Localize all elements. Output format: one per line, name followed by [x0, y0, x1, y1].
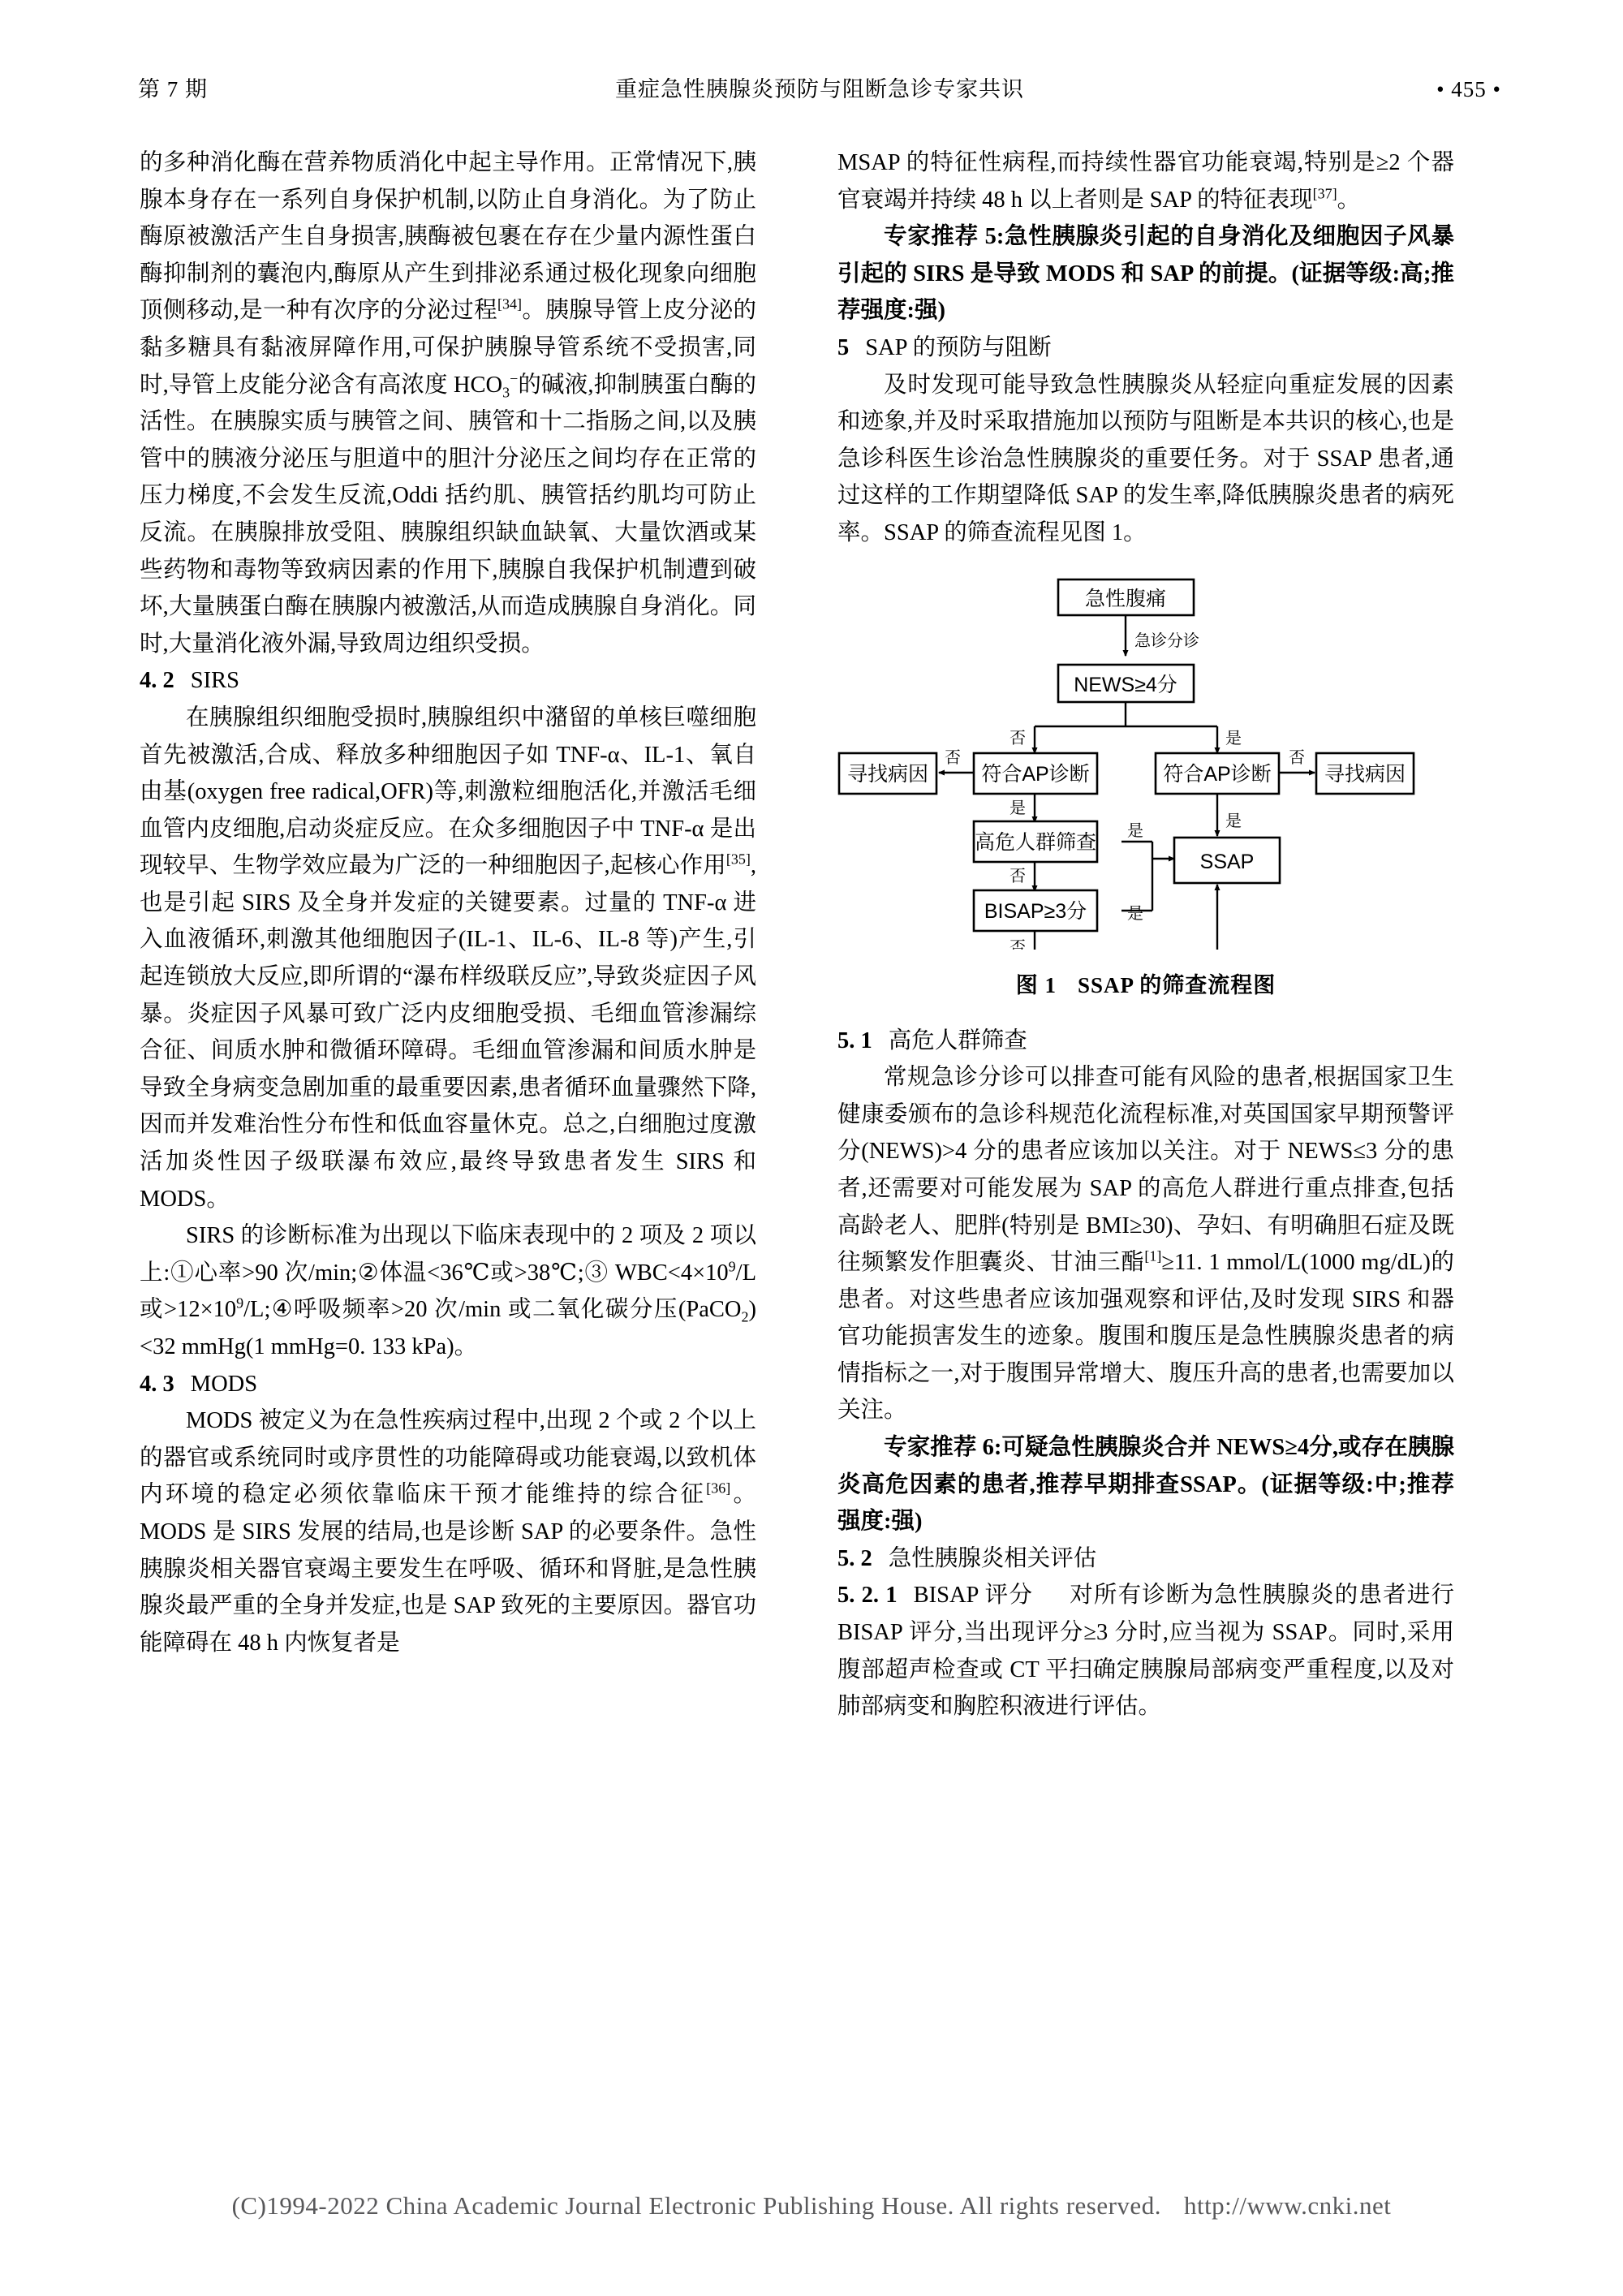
- paragraph-mods-definition: [140, 1402, 756, 1661]
- hco3-subscript: 3: [502, 384, 510, 401]
- right-column: [837, 144, 1454, 1725]
- flowchart-svg: [837, 568, 1454, 950]
- node-label-news-score: NEWS≥4分: [1074, 673, 1177, 696]
- heading-number: 4. 3: [140, 1371, 174, 1397]
- text-run: 在胰腺组织细胞受损时,胰腺组织中潴留的单核巨噬细胞首先被激活,合成、释放多种细胞因子如 TNF-α、IL-1、氧自由基(oxygen free radical,OFR)等,刺激粒细胞活化,并激活毛细血管内皮细胞,启动炎症反应。在众多细胞因子中 TNF-α 是出现较早、生物学效应最为广泛的一种细胞因子,起核心作用: [140, 704, 756, 879]
- figure-caption: [837, 967, 1454, 1005]
- reference-35: [35]: [725, 851, 751, 868]
- text-run: 及时发现可能导致急性胰腺炎从轻症向重症发展的因素和迹象,并及时采取措施加以预防与阻断是本共识的核心,也是急诊科医生诊治急性胰腺炎的重要任务。对于 SSAP 患者,通过这样的工作期望降低 SAP 的发生率,降低胰腺炎患者的病死率。SSAP 的筛查流程见图 1。: [837, 372, 1454, 545]
- edge-label-yes-ap-right: 是: [1225, 812, 1242, 830]
- paragraph-prevention-core: [837, 367, 1454, 552]
- edge-label-no-news: 否: [1010, 729, 1026, 747]
- edge-label-yes-bisap: 是: [1127, 904, 1143, 923]
- text-run: MSAP 的特征性病程,而持续性器官功能衰竭,特别是≥2 个器官衰竭并持续 48 h 以上者则是 SAP 的特征表现: [837, 150, 1454, 213]
- paragraph-high-risk-screening: [837, 1059, 1454, 1429]
- heading-number-5-2-1: 5. 2. 1: [837, 1583, 898, 1609]
- footer-copyright: [0, 2191, 1623, 2221]
- page-number: • 455 •: [1436, 77, 1501, 101]
- heading-number: 5. 1: [837, 1027, 872, 1053]
- heading-4-3: [140, 1366, 756, 1403]
- text-run: 。: [1337, 187, 1361, 213]
- paragraph-bisap-score: [837, 1577, 1454, 1725]
- figure-1-flowchart: [837, 568, 1454, 1023]
- cnki-url: http://www.cnki.net: [1183, 2191, 1392, 2220]
- heading-4-2: [140, 662, 756, 700]
- node-label-ap-diagnosis-right: 符合AP诊断: [1163, 762, 1272, 786]
- edge-label-no-bisap: 否: [1010, 938, 1026, 950]
- running-head: [138, 71, 1501, 109]
- heading-text-bisap: BISAP 评分: [913, 1583, 1034, 1609]
- reference-36: [36]: [706, 1480, 731, 1497]
- copyright-text: (C)1994-2022 China Academic Journal Electronic Publishing House. All rights reserved.: [231, 2191, 1161, 2220]
- text-run: 常规急诊分诊可以排查可能有风险的患者,根据国家卫生健康委颁布的急诊科规范化流程标准,对英国国家早期预警评分(NEWS)>4 分的患者应该加以关注。对于 NEWS≤3 分的患者,还需要对可能发展为 SAP 的高危人群进行重点排查,包括高龄老人、肥胖(特别是 BMI≥30)、孕妇、有明确胆石症及既往频繁发作胆囊炎、甘油三酯: [837, 1065, 1454, 1276]
- heading-number: 5. 2: [837, 1545, 872, 1571]
- text-run: 。MODS 是 SIRS 发展的结局,也是诊断 SAP 的必要条件。急性胰腺炎相关器官衰竭主要发生在呼吸、循环和肾脏,是急性胰腺炎最严重的全身并发症,也是 SAP 致死的主要原因。器官功能障碍在 48 h 内恢复者是: [140, 1482, 756, 1656]
- heading-text: 急性胰腺炎相关评估: [888, 1545, 1097, 1571]
- edge-label-yes-highrisk: 是: [1127, 821, 1143, 840]
- heading-5-2: [837, 1540, 1454, 1578]
- text-run: ,也是引起 SIRS 及全身并发症的关键要素。过量的 TNF-α 进入血液循环,刺激其他细胞因子(IL-1、IL-6、IL-8 等)产生,引起连锁放大反应,即所谓的“瀑布样级联反应”,导致炎症因子风暴。炎症因子风暴可致广泛内皮细胞受损、毛细血管渗漏综合征、间质水肿和微循环障碍。毛细血管渗漏和间质水肿是导致全身病变急剧加重的最重要因素,患者循环血量骤然下降,因而并发难治性分布性和低血容量休克。总之,白细胞过度激活加炎性因子级联瀑布效应,最终导致患者发生 SIRS 和 MODS。: [140, 853, 756, 1212]
- issue-number: 第 7 期: [138, 77, 208, 101]
- heading-number: 4. 2: [140, 668, 174, 694]
- text-run: MODS 被定义为在急性疾病过程中,出现 2 个或 2 个以上的器官或系统同时或序贯性的功能障碍或功能衰竭,以致机体内环境的稳定必须依靠临床干预才能维持的综合征: [140, 1408, 756, 1508]
- node-label-high-risk-screening: 高危人群筛查: [974, 830, 1097, 854]
- text-run: ≥11. 1 mmol/L(1000 mg/dL)的患者。对这些患者应该加强观察和评估,及时发现 SIRS 和器官功能损害发生的迹象。腹围和腹压是急性胰腺炎患者的病情指标之一,对于腹围异常增大、腹压升高的患者,也需要加以关注。: [837, 1250, 1454, 1424]
- edge-label-yes-ap-left: 是: [1010, 799, 1026, 817]
- wbc-exponent: 9: [236, 1294, 244, 1312]
- text-run: )<32 mmHg(1 mmHg=0. 133 kPa)。: [140, 1297, 756, 1359]
- paragraph-msap-sap: [837, 144, 1454, 218]
- edge-label-no-ap-right: 否: [1289, 748, 1305, 767]
- text-run: /L 或>12×10: [140, 1260, 756, 1323]
- wbc-exponent: 9: [728, 1258, 736, 1275]
- figure-label: 图 1: [1015, 973, 1057, 998]
- edge-label-yes-news: 是: [1225, 729, 1242, 747]
- expert-recommendation-5: 专家推荐 5:急性胰腺炎引起的自身消化及细胞因子风暴引起的 SIRS 是导致 MODS 和 SAP 的前提。(证据等级:高;推荐强度:强): [837, 224, 1454, 324]
- text-run: /L;④呼吸频率>20 次/min 或二氧化碳分压(PaCO: [243, 1297, 742, 1323]
- figure-title: SSAP 的筛查流程图: [1077, 973, 1276, 998]
- paragraph-sirs-cytokines: [140, 700, 756, 1217]
- left-column: [140, 144, 756, 1661]
- heading-5-1: [837, 1023, 1454, 1060]
- node-label-ap-diagnosis-left: 符合AP诊断: [981, 762, 1090, 786]
- expert-recommendation-6: 专家推荐 6:可疑急性胰腺炎合并 NEWS≥4分,或存在胰腺炎高危因素的患者,推荐早期排查SSAP。(证据等级:中;推荐强度:强): [837, 1435, 1454, 1535]
- text-run: 的碱液,抑制胰蛋白酶的活性。在胰腺实质与胰管之间、胰管和十二指肠之间,以及胰管中的胰液分泌压与胆道中的胆汁分泌压之间均存在正常的压力梯度,不会发生反流,Oddi 括约肌、胰管括约肌均可防止反流。在胰腺排放受阻、胰腺组织缺血缺氧、大量饮酒或某些药物和毒物等致病因素的作用下,胰腺自我保护机制遭到破坏,大量胰蛋白酶在胰腺内被激活,从而造成胰腺自身消化。同时,大量消化液外漏,导致周边组织受损。: [140, 372, 756, 657]
- node-label-ssap: SSAP: [1199, 850, 1255, 873]
- page-title: 重症急性胰腺炎预防与阻断急诊专家共识: [615, 77, 1024, 101]
- text-run: 。胰腺导管上皮分泌的黏多糖具有黏液屏障作用,可保护胰腺导管系统不受损害,同时,导管上皮能分泌含有高浓度 HCO: [140, 298, 756, 398]
- edge-label-no-highrisk: 否: [1010, 867, 1026, 885]
- paco2-subscript: 2: [741, 1309, 749, 1326]
- heading-text: MODS: [190, 1371, 258, 1397]
- heading-text: 高危人群筛查: [888, 1027, 1027, 1053]
- reference-1: [1]: [1144, 1247, 1162, 1264]
- reference-37: [37]: [1312, 185, 1337, 202]
- text-run: 对所有诊断为急性胰腺炎的患者进行 BISAP 评分,当出现评分≥3 分时,应当视为 SSAP。同时,采用腹部超声检查或 CT 平扫确定胰腺局部病变严重程度,以及对肺部病变和胸腔积液进行评估。: [837, 1583, 1454, 1720]
- paragraph-sirs-criteria: [140, 1217, 756, 1365]
- heading-5: [837, 330, 1454, 367]
- edge-label-no-ap-left: 否: [945, 748, 961, 767]
- text-run: SIRS 的诊断标准为出现以下临床表现中的 2 项及 2 项以上:①心率>90 次/min;②体温<36℃或>38℃;③ WBC<4×10: [140, 1223, 756, 1286]
- heading-number: 5: [837, 334, 850, 360]
- node-label-find-cause-right: 寻找病因: [1324, 762, 1406, 786]
- node-label-find-cause-left: 寻找病因: [846, 762, 929, 786]
- node-label-acute-abdominal-pain: 急性腹痛: [1084, 587, 1167, 610]
- paragraph-autodigestion: [140, 144, 756, 662]
- text-run: 的多种消化酶在营养物质消化中起主导作用。正常情况下,胰腺本身存在一系列自身保护机制,以防止自身消化。为了防止酶原被激活产生自身损害,胰酶被包裹在存在少量内源性蛋白酶抑制剂的囊泡内,酶原从产生到排泌系通过极化现象向细胞顶侧移动,是一种有次序的分泌过程: [140, 150, 756, 324]
- hco3-charge: −: [510, 370, 519, 387]
- heading-text: SIRS: [190, 668, 239, 694]
- reference-34: [34]: [497, 295, 522, 312]
- node-label-bisap-score: BISAP≥3分: [984, 899, 1087, 923]
- edge-label-triage: 急诊分诊: [1134, 631, 1199, 650]
- heading-text: SAP 的预防与阻断: [865, 334, 1052, 360]
